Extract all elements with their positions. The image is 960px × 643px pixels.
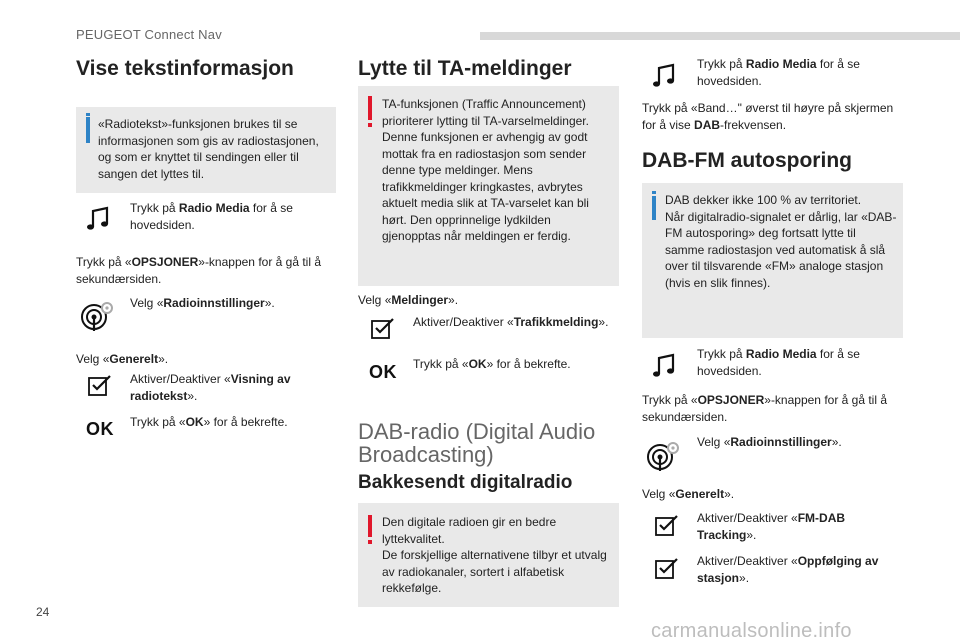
watermark: carmanualsonline.info	[651, 620, 852, 642]
info-note-text: «Radiotekst»-funksjonen brukes til se informasjonen som gis av radiostasjonen, og som er knyttet til sendingen eller til sangen det lyttes til.	[98, 117, 319, 181]
section-title-dab-line2: Broadcasting)	[358, 442, 494, 467]
section-title-ta: Lytte til TA-meldinger	[358, 57, 572, 80]
ok-icon: OK	[369, 362, 397, 382]
step-options: Trykk på «OPSJONER»-knappen for å gå til å sekundærsiden.	[76, 255, 322, 286]
section-title-text-info: Vise tekstinformasjon	[76, 57, 294, 80]
step-general: Velg «Generelt».	[76, 352, 169, 366]
ok-icon: OK	[86, 419, 114, 439]
info-note-dab	[642, 183, 903, 338]
step-toggle-radiotext: Aktiver/Deaktiver «Visning av radiotekst».	[130, 372, 291, 403]
step-toggle-fm-dab: Aktiver/Deaktiver «FM-DAB Tracking».	[697, 511, 846, 542]
info-mark-icon	[652, 196, 656, 220]
section-title-dab-fm: DAB-FM autosporing	[642, 149, 852, 172]
radio-settings-icon	[80, 300, 116, 332]
warning-note-dab-text: Den digitale radioen gir en bedre lyttekvalitet. De forskjellige alternativene tilbyr et utvalg av radiokanaler, sortert i alfabetisk rekkefølge.	[382, 515, 607, 595]
warning-note-dab	[358, 503, 619, 607]
step-radio-media: Trykk på Radio Media for å se hovedsiden.	[130, 201, 293, 232]
step-radio-media: Trykk på Radio Media for å se hovedsiden.	[697, 57, 860, 88]
warning-mark-dot	[368, 540, 372, 544]
info-mark-dot	[86, 113, 90, 116]
warning-mark-icon	[368, 515, 372, 537]
info-note-dab-text: DAB dekker ikke 100 % av territoriet. Når digitalradio-signalet er dårlig, lar «DAB-FM autosporing» deg fortsatt lytte til samme radiostasjon ved automatisk å slå over til tilsvarende «FM» analoge stasjon (hvis en slik finnes).	[665, 193, 897, 290]
page-number: 24	[36, 605, 50, 619]
step-toggle-traffic: Aktiver/Deaktiver «Trafikkmelding».	[413, 315, 609, 329]
step-radio-media: Trykk på Radio Media for å se hovedsiden.	[697, 347, 860, 378]
warning-note	[358, 86, 619, 286]
step-band: Trykk på «Band…" øverst til høyre på skjermen for å vise DAB-frekvensen.	[642, 101, 894, 132]
info-note	[76, 107, 336, 193]
header-bar	[480, 32, 960, 40]
section-title-dab-line1: DAB-radio (Digital Audio	[358, 419, 596, 444]
info-mark-dot	[652, 191, 656, 194]
music-note-icon	[652, 62, 676, 88]
step-messages: Velg «Meldinger».	[358, 293, 459, 307]
step-radio-settings: Velg «Radioinnstillinger».	[130, 296, 275, 310]
step-radio-settings: Velg «Radioinnstillinger».	[697, 435, 842, 449]
step-confirm-ok: Trykk på «OK» for å bekrefte.	[413, 357, 571, 371]
checkbox-icon	[88, 375, 112, 397]
info-mark-icon	[86, 117, 90, 143]
warning-mark-icon	[368, 96, 372, 120]
checkbox-icon	[371, 318, 395, 340]
subsection-title-digital: Bakkesendt digitalradio	[358, 472, 573, 493]
step-toggle-station-follow: Aktiver/Deaktiver «Oppfølging av stasjon».	[697, 554, 879, 585]
checkbox-icon	[655, 515, 679, 537]
running-header: PEUGEOT Connect Nav	[76, 27, 222, 42]
radio-settings-icon	[646, 440, 682, 472]
music-note-icon	[652, 352, 676, 378]
checkbox-icon	[655, 558, 679, 580]
step-general: Velg «Generelt».	[642, 487, 735, 501]
step-confirm-ok: Trykk på «OK» for å bekrefte.	[130, 415, 288, 429]
music-note-icon	[86, 205, 110, 231]
warning-note-text: TA-funksjonen (Traffic Announcement) prioriterer lytting til TA-varselmeldinger. Denne funksjonen er avhengig av godt mottak fra en radiostasjon som sender denne type meldinger. Mens trafikkmeldinger kringkastes, avbrytes aktuelt media slik at TA-varselet kan bli hørt. Den opprinnelige lydkilden gjenopptas når meldingen er ferdig.	[382, 97, 589, 243]
warning-mark-dot	[368, 123, 372, 127]
step-options: Trykk på «OPSJONER»-knappen for å gå til å sekundærsiden.	[642, 393, 888, 424]
